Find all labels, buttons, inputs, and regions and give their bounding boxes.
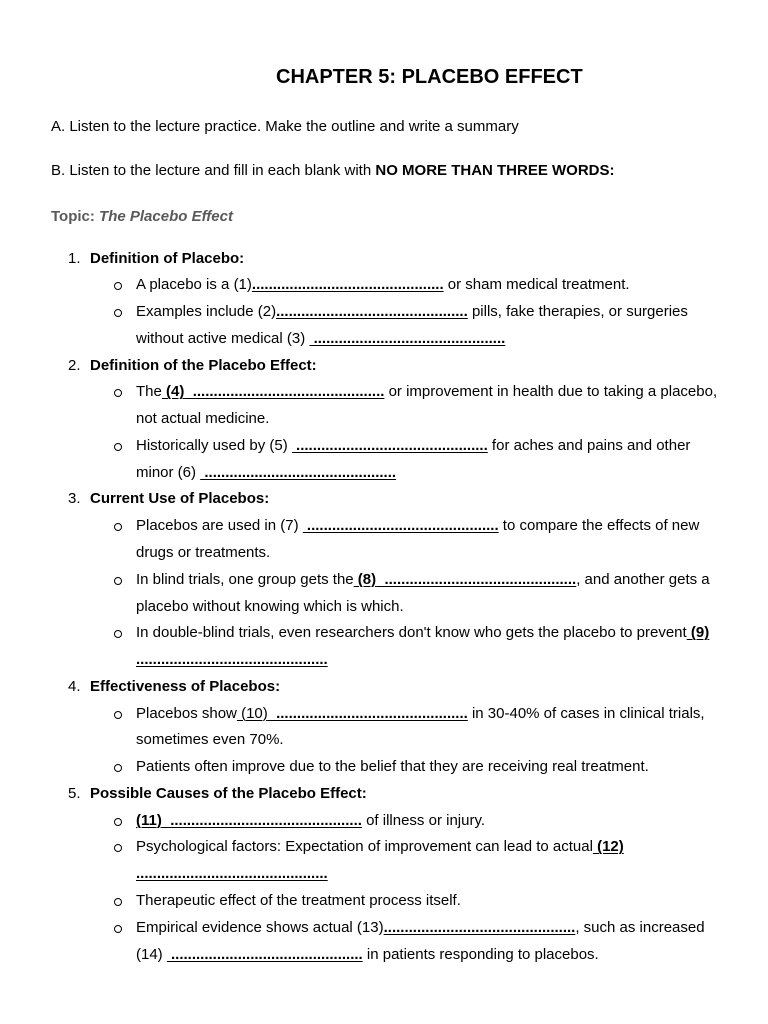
instruction-b-emphasis: NO MORE THAN THREE WORDS: xyxy=(375,161,615,179)
item-heading: Definition of the Placebo Effect: xyxy=(90,356,317,374)
topic-line xyxy=(51,204,233,231)
text-segment: drugs or treatments. xyxy=(136,544,271,562)
text-segment: placebo without knowing which is which. xyxy=(136,597,404,615)
bullet-marker xyxy=(114,282,122,290)
bullet-point xyxy=(51,808,751,835)
bullet-line xyxy=(136,460,751,487)
item-heading: Effectiveness of Placebos: xyxy=(90,677,281,695)
outline-item xyxy=(51,674,751,781)
text-segment: to compare the effects of new xyxy=(498,517,700,535)
bullet-text xyxy=(136,567,751,621)
text-segment: (12) xyxy=(592,838,624,856)
bullet-point xyxy=(51,888,751,915)
item-number: 2. xyxy=(68,356,81,374)
text-segment: The xyxy=(136,383,162,401)
text-segment: sometimes even 70%. xyxy=(136,731,284,749)
text-segment: Patients often improve due to the belief that they are receiving real treatment. xyxy=(136,758,649,776)
text-segment: or improvement in health due to taking a placebo, xyxy=(384,383,718,401)
bullet-point xyxy=(51,272,751,299)
answer-blank: .............................................. xyxy=(184,383,385,401)
bullet-line xyxy=(136,861,751,888)
bullet-point xyxy=(51,620,751,674)
text-segment: (8) xyxy=(353,570,377,588)
item-number: 3. xyxy=(68,490,81,508)
bullet-text xyxy=(136,272,751,299)
bullet-marker xyxy=(114,844,122,852)
text-segment: Psychological factors: Expectation of improvement can lead to actual xyxy=(136,838,593,856)
bullet-line xyxy=(136,888,751,915)
bullet-text xyxy=(136,915,751,969)
topic-value: The Placebo Effect xyxy=(99,207,233,225)
bullet-line xyxy=(136,540,751,567)
bullet-line xyxy=(136,727,751,754)
answer-blank: .............................................. xyxy=(309,329,506,347)
text-segment: (4) xyxy=(161,383,185,401)
answer-blank: .............................................. xyxy=(267,704,468,722)
outline-item xyxy=(51,353,751,487)
bullet-line xyxy=(136,272,751,299)
outline-item xyxy=(51,781,751,968)
bullet-line xyxy=(136,942,751,969)
bullet-point xyxy=(51,834,751,888)
bullet-line xyxy=(136,915,751,942)
bullet-marker xyxy=(114,389,122,397)
answer-blank: .............................................. xyxy=(302,517,499,535)
bullet-point xyxy=(51,513,751,567)
bullet-marker xyxy=(114,818,122,826)
answer-blank: .............................................. xyxy=(251,276,444,294)
text-segment: (9) xyxy=(686,624,710,642)
item-number: 4. xyxy=(68,677,81,695)
text-segment: minor (6) xyxy=(136,463,201,481)
bullet-text xyxy=(136,299,751,353)
answer-blank: .............................................. xyxy=(200,463,397,481)
bullet-text xyxy=(136,620,751,674)
text-segment: Empirical evidence shows actual (13) xyxy=(136,918,384,936)
text-segment: without active medical (3) xyxy=(136,329,310,347)
bullet-line xyxy=(136,808,751,835)
instruction-b-text: B. Listen to the lecture and fill in each blank with xyxy=(51,161,376,179)
bullet-text xyxy=(136,379,751,433)
text-segment: for aches and pains and other xyxy=(487,436,691,454)
bullet-marker xyxy=(114,443,122,451)
bullet-line xyxy=(136,620,751,647)
bullet-point xyxy=(51,915,751,969)
bullet-line xyxy=(136,834,751,861)
bullet-marker xyxy=(114,577,122,585)
item-number: 1. xyxy=(68,249,81,267)
answer-blank: .............................................. xyxy=(166,945,363,963)
item-number: 5. xyxy=(68,784,81,802)
text-segment: A placebo is a (1) xyxy=(136,276,252,294)
bullet-marker xyxy=(114,630,122,638)
bullet-text xyxy=(136,754,751,781)
bullet-line xyxy=(136,567,751,594)
text-segment: of illness or injury. xyxy=(361,811,486,829)
item-heading: Current Use of Placebos: xyxy=(90,490,270,508)
answer-blank: .............................................. xyxy=(161,811,362,829)
text-segment: in 30-40% of cases in clinical trials, xyxy=(467,704,705,722)
item-heading: Possible Causes of the Placebo Effect: xyxy=(90,784,367,802)
outline-item-heading-row xyxy=(51,674,751,701)
bullet-line xyxy=(136,433,751,460)
bullet-point xyxy=(51,567,751,621)
answer-blank: .............................................. xyxy=(136,651,328,669)
bullet-marker xyxy=(114,711,122,719)
bullet-text xyxy=(136,701,751,755)
text-segment: not actual medicine. xyxy=(136,410,270,428)
instruction-a: A. Listen to the lecture practice. Make the outline and write a summary xyxy=(51,117,519,135)
text-segment: Examples include (2) xyxy=(136,303,277,321)
text-segment: , such as increased xyxy=(575,918,705,936)
bullet-point xyxy=(51,433,751,487)
answer-blank: .............................................. xyxy=(291,436,488,454)
text-segment: Placebos are used in (7) xyxy=(136,517,303,535)
bullet-text xyxy=(136,808,751,835)
text-segment: (14) xyxy=(136,945,167,963)
bullet-line xyxy=(136,326,751,353)
text-segment: Placebos show xyxy=(136,704,237,722)
answer-blank: .............................................. xyxy=(376,570,577,588)
bullet-line xyxy=(136,513,751,540)
text-segment: In double-blind trials, even researchers don't know who gets the placebo to prevent xyxy=(136,624,687,642)
text-segment: pills, fake therapies, or surgeries xyxy=(467,303,688,321)
topic-label: Topic: xyxy=(51,207,100,225)
bullet-line xyxy=(136,701,751,728)
bullet-point xyxy=(51,754,751,781)
bullet-marker xyxy=(114,764,122,772)
outline-item-heading-row xyxy=(51,781,751,808)
text-segment: (11) xyxy=(136,811,162,829)
outline-item-heading-row xyxy=(51,246,751,273)
bullet-point xyxy=(51,379,751,433)
instruction-b xyxy=(51,158,615,185)
text-segment: Historically used by (5) xyxy=(136,436,292,454)
bullet-line xyxy=(136,647,751,674)
item-heading: Definition of Placebo: xyxy=(90,249,245,267)
text-segment: Therapeutic effect of the treatment process itself. xyxy=(136,891,461,909)
text-segment: in patients responding to placebos. xyxy=(362,945,599,963)
bullet-text xyxy=(136,513,751,567)
chapter-title: CHAPTER 5: PLACEBO EFFECT xyxy=(276,66,583,88)
bullet-line xyxy=(136,379,751,406)
bullet-text xyxy=(136,888,751,915)
text-segment: (10) xyxy=(236,704,268,722)
bullet-text xyxy=(136,433,751,487)
bullet-line xyxy=(136,299,751,326)
text-segment: In blind trials, one group gets the xyxy=(136,570,354,588)
outline-item xyxy=(51,486,751,673)
bullet-marker xyxy=(114,523,122,531)
text-segment: or sham medical treatment. xyxy=(443,276,630,294)
outline-item xyxy=(51,246,751,353)
bullet-marker xyxy=(114,925,122,933)
bullet-point xyxy=(51,299,751,353)
bullet-text xyxy=(136,834,751,888)
outline-item-heading-row xyxy=(51,486,751,513)
text-segment: , and another gets a xyxy=(576,570,710,588)
outline-item-heading-row xyxy=(51,353,751,380)
bullet-line xyxy=(136,594,751,621)
answer-blank: .............................................. xyxy=(383,918,576,936)
bullet-marker xyxy=(114,309,122,317)
bullet-point xyxy=(51,701,751,755)
bullet-line xyxy=(136,406,751,433)
answer-blank: .............................................. xyxy=(276,303,468,321)
answer-blank: .............................................. xyxy=(136,865,328,883)
bullet-marker xyxy=(114,898,122,906)
bullet-line xyxy=(136,754,751,781)
outline-list xyxy=(51,246,751,969)
